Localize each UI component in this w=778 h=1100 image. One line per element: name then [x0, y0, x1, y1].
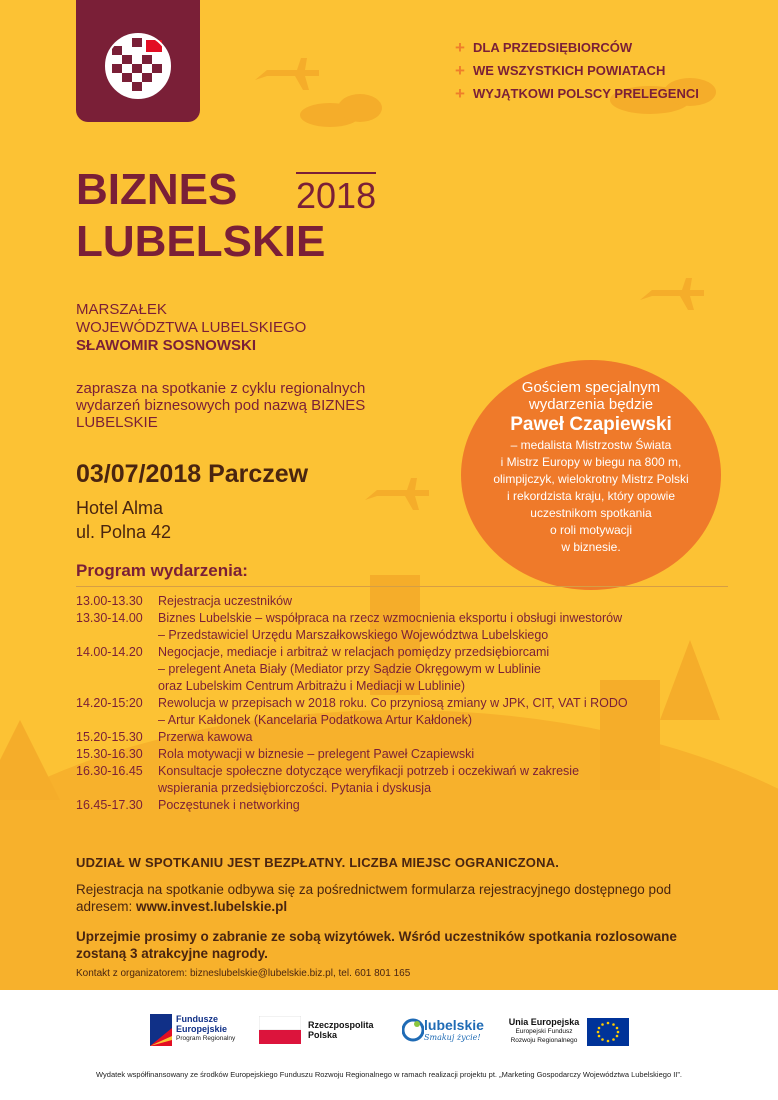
agenda-row [76, 712, 756, 729]
agenda-row [76, 678, 756, 695]
plus-icon: + [455, 37, 465, 57]
lubelskie-mark-icon [402, 1016, 424, 1044]
agenda-description: Poczęstunek i networking [158, 798, 300, 812]
brand-logo-tab [76, 0, 200, 122]
agenda-time [76, 712, 158, 729]
agenda-row [76, 695, 756, 712]
agenda-time: 16.45-17.30 [76, 798, 143, 812]
guest-circle: Gościem specjalnym wydarzenia będzie Paweł Czapiewski – medalista Mistrzostw Świata i Mistrz Europy w biegu na 800 m, olimpijczyk, wielokrotny Mistrz Polski i rekordzista kraju, który opowie uczestnikom spotkania o roli motywacji w biznesie. [461, 360, 721, 590]
agenda-description: oraz Lubelskim Centrum Arbitrażu i Mediacji w Lublinie) [158, 679, 466, 693]
feature-bullets [455, 36, 699, 105]
agenda-description: Rejestracja uczestników [158, 594, 293, 608]
title-year: 2018 [296, 172, 376, 216]
agenda-time: 13.30-14.00 [76, 611, 143, 625]
agenda-row [76, 797, 756, 814]
agenda-description: Rewolucja w przepisach w 2018 roku. Co przyniosą zmiany w JPK, CIT, VAT i RODO [158, 696, 628, 710]
agenda-description: Biznes Lubelskie – współpraca na rzecz wzmocnienia eksportu i obsługi inwestorów [158, 611, 623, 625]
agenda-row [76, 729, 756, 746]
registration-link[interactable]: www.invest.lubelskie.pl [136, 899, 288, 914]
agenda-row [76, 610, 756, 627]
agenda-description: – Przedstawiciel Urzędu Marszałkowskiego Województwa Lubelskiego [158, 628, 549, 642]
agenda-time: 15.20-15.30 [76, 730, 143, 744]
bullet-item: + DLA PRZEDSIĘBIORCÓW [455, 37, 633, 57]
agenda-row [76, 593, 756, 610]
agenda-description: Negocjacje, mediacje i arbitraż w relacjach pomiędzy przedsiębiorcami [158, 645, 550, 659]
guest-name: Paweł Czapiewski [510, 414, 672, 435]
agenda-row [76, 661, 756, 678]
invite-text: zaprasza na spotkanie z cyklu regionalnych wydarzeń biznesowych pod nazwą BIZNES LUBELSKIE [76, 380, 366, 431]
eu-flag-icon [587, 1018, 629, 1046]
agenda-row [76, 763, 756, 780]
agenda-row [76, 644, 756, 661]
agenda-description: wspierania przedsiębiorczości. Pytania i dyskusja [158, 781, 432, 795]
agenda-description: Przerwa kawowa [158, 730, 253, 744]
program-title: Program wydarzenia: [76, 561, 248, 580]
contact-line: Kontakt z organizatorem: bizneslubelskie@lubelskie.biz.pl, tel. 601 801 165 [76, 968, 411, 979]
plus-icon: + [455, 60, 465, 80]
event-venue: Hotel Alma ul. Polna 42 [76, 498, 172, 542]
agenda-time: 15.30-16.30 [76, 747, 143, 761]
agenda-description: – Artur Kałdonek (Kancelaria Podatkowa Artur Kałdonek) [158, 713, 473, 727]
agenda-row [76, 746, 756, 763]
free-entry-notice: UDZIAŁ W SPOTKANIU JEST BEZPŁATNY. LICZBA MIEJSC OGRANICZONA. [76, 855, 560, 870]
agenda-time: 14.20-15:20 [76, 696, 143, 710]
footer-disclaimer: Wydatek współfinansowany ze środków Europejskiego Funduszu Rozwoju Regionalnego w ramach realizacji projektu pt. „Marketing Gospodarczy Województwa Lubelskiego II”. [96, 1070, 682, 1079]
host-block: MARSZAŁEK WOJEWÓDZTWA LUBELSKIEGO SŁAWOMIR SOSNOWSKI [76, 301, 307, 354]
event-date-place: 03/07/2018 Parczew [76, 460, 309, 488]
agenda-description: Rola motywacji w biznesie – prelegent Paweł Czapiewski [158, 747, 475, 761]
agenda-time: 16.30-16.45 [76, 764, 143, 778]
agenda-time: 13.00-13.30 [76, 594, 143, 608]
bullet-item: + WYJĄTKOWI POLSCY PRELEGENCI [455, 83, 699, 103]
contact-email[interactable]: bizneslubelskie@lubelskie.biz.pl, tel. [189, 968, 352, 979]
agenda-row [76, 780, 756, 797]
agenda-description: – prelegent Aneta Biały (Mediator przy Sądzie Okręgowym w Lublinie [158, 662, 541, 676]
agenda-description: Konsultacje społeczne dotyczące weryfikacji potrzeb i oczekiwań w zakresie [158, 764, 580, 778]
business-cards-note: Uprzejmie prosimy o zabranie ze sobą wizytówek. Wśród uczestników spotkania rozlosowane zostaną 3 atrakcyjne nagrody. [76, 929, 677, 961]
agenda-time [76, 678, 158, 695]
title-line2: LUBELSKIE [76, 217, 326, 266]
contact-phone: 601 801 165 [354, 968, 411, 979]
agenda-list [76, 593, 756, 814]
registration-text: Rejestracja na spotkanie odbywa się za pośrednictwem formularza rejestracyjnego dostępnego pod adresem: www.invest.lubelskie.pl [76, 882, 672, 914]
fe-flag-icon [150, 1014, 172, 1046]
agenda-time [76, 627, 158, 644]
bullet-item: + WE WSZYSTKICH POWIATACH [455, 60, 666, 80]
agenda-time: 14.00-14.20 [76, 645, 143, 659]
agenda-row [76, 627, 756, 644]
plus-icon: + [455, 83, 465, 103]
globe-logo-icon [104, 32, 172, 100]
footer: Fundusze Europejskie Program Regionalny Rzeczpospolita Polska lubelskie Smakuj życie! Unia Europejska Europejski Fundusz Rozwoju Regionalnego Wydatek współfinansowany ze środków Europejskiego Funduszu Rozwoju Regionalnego w ramach realizacji projektu pt. „Marketing Gospodarczy Województwa Lubelskiego II”. [0, 990, 778, 1100]
divider [76, 586, 728, 587]
agenda-time [76, 780, 158, 797]
poland-flag-icon [259, 1016, 301, 1044]
title-line1: BIZNES [76, 165, 238, 214]
host-name: SŁAWOMIR SOSNOWSKI [76, 337, 256, 354]
agenda-time [76, 661, 158, 678]
